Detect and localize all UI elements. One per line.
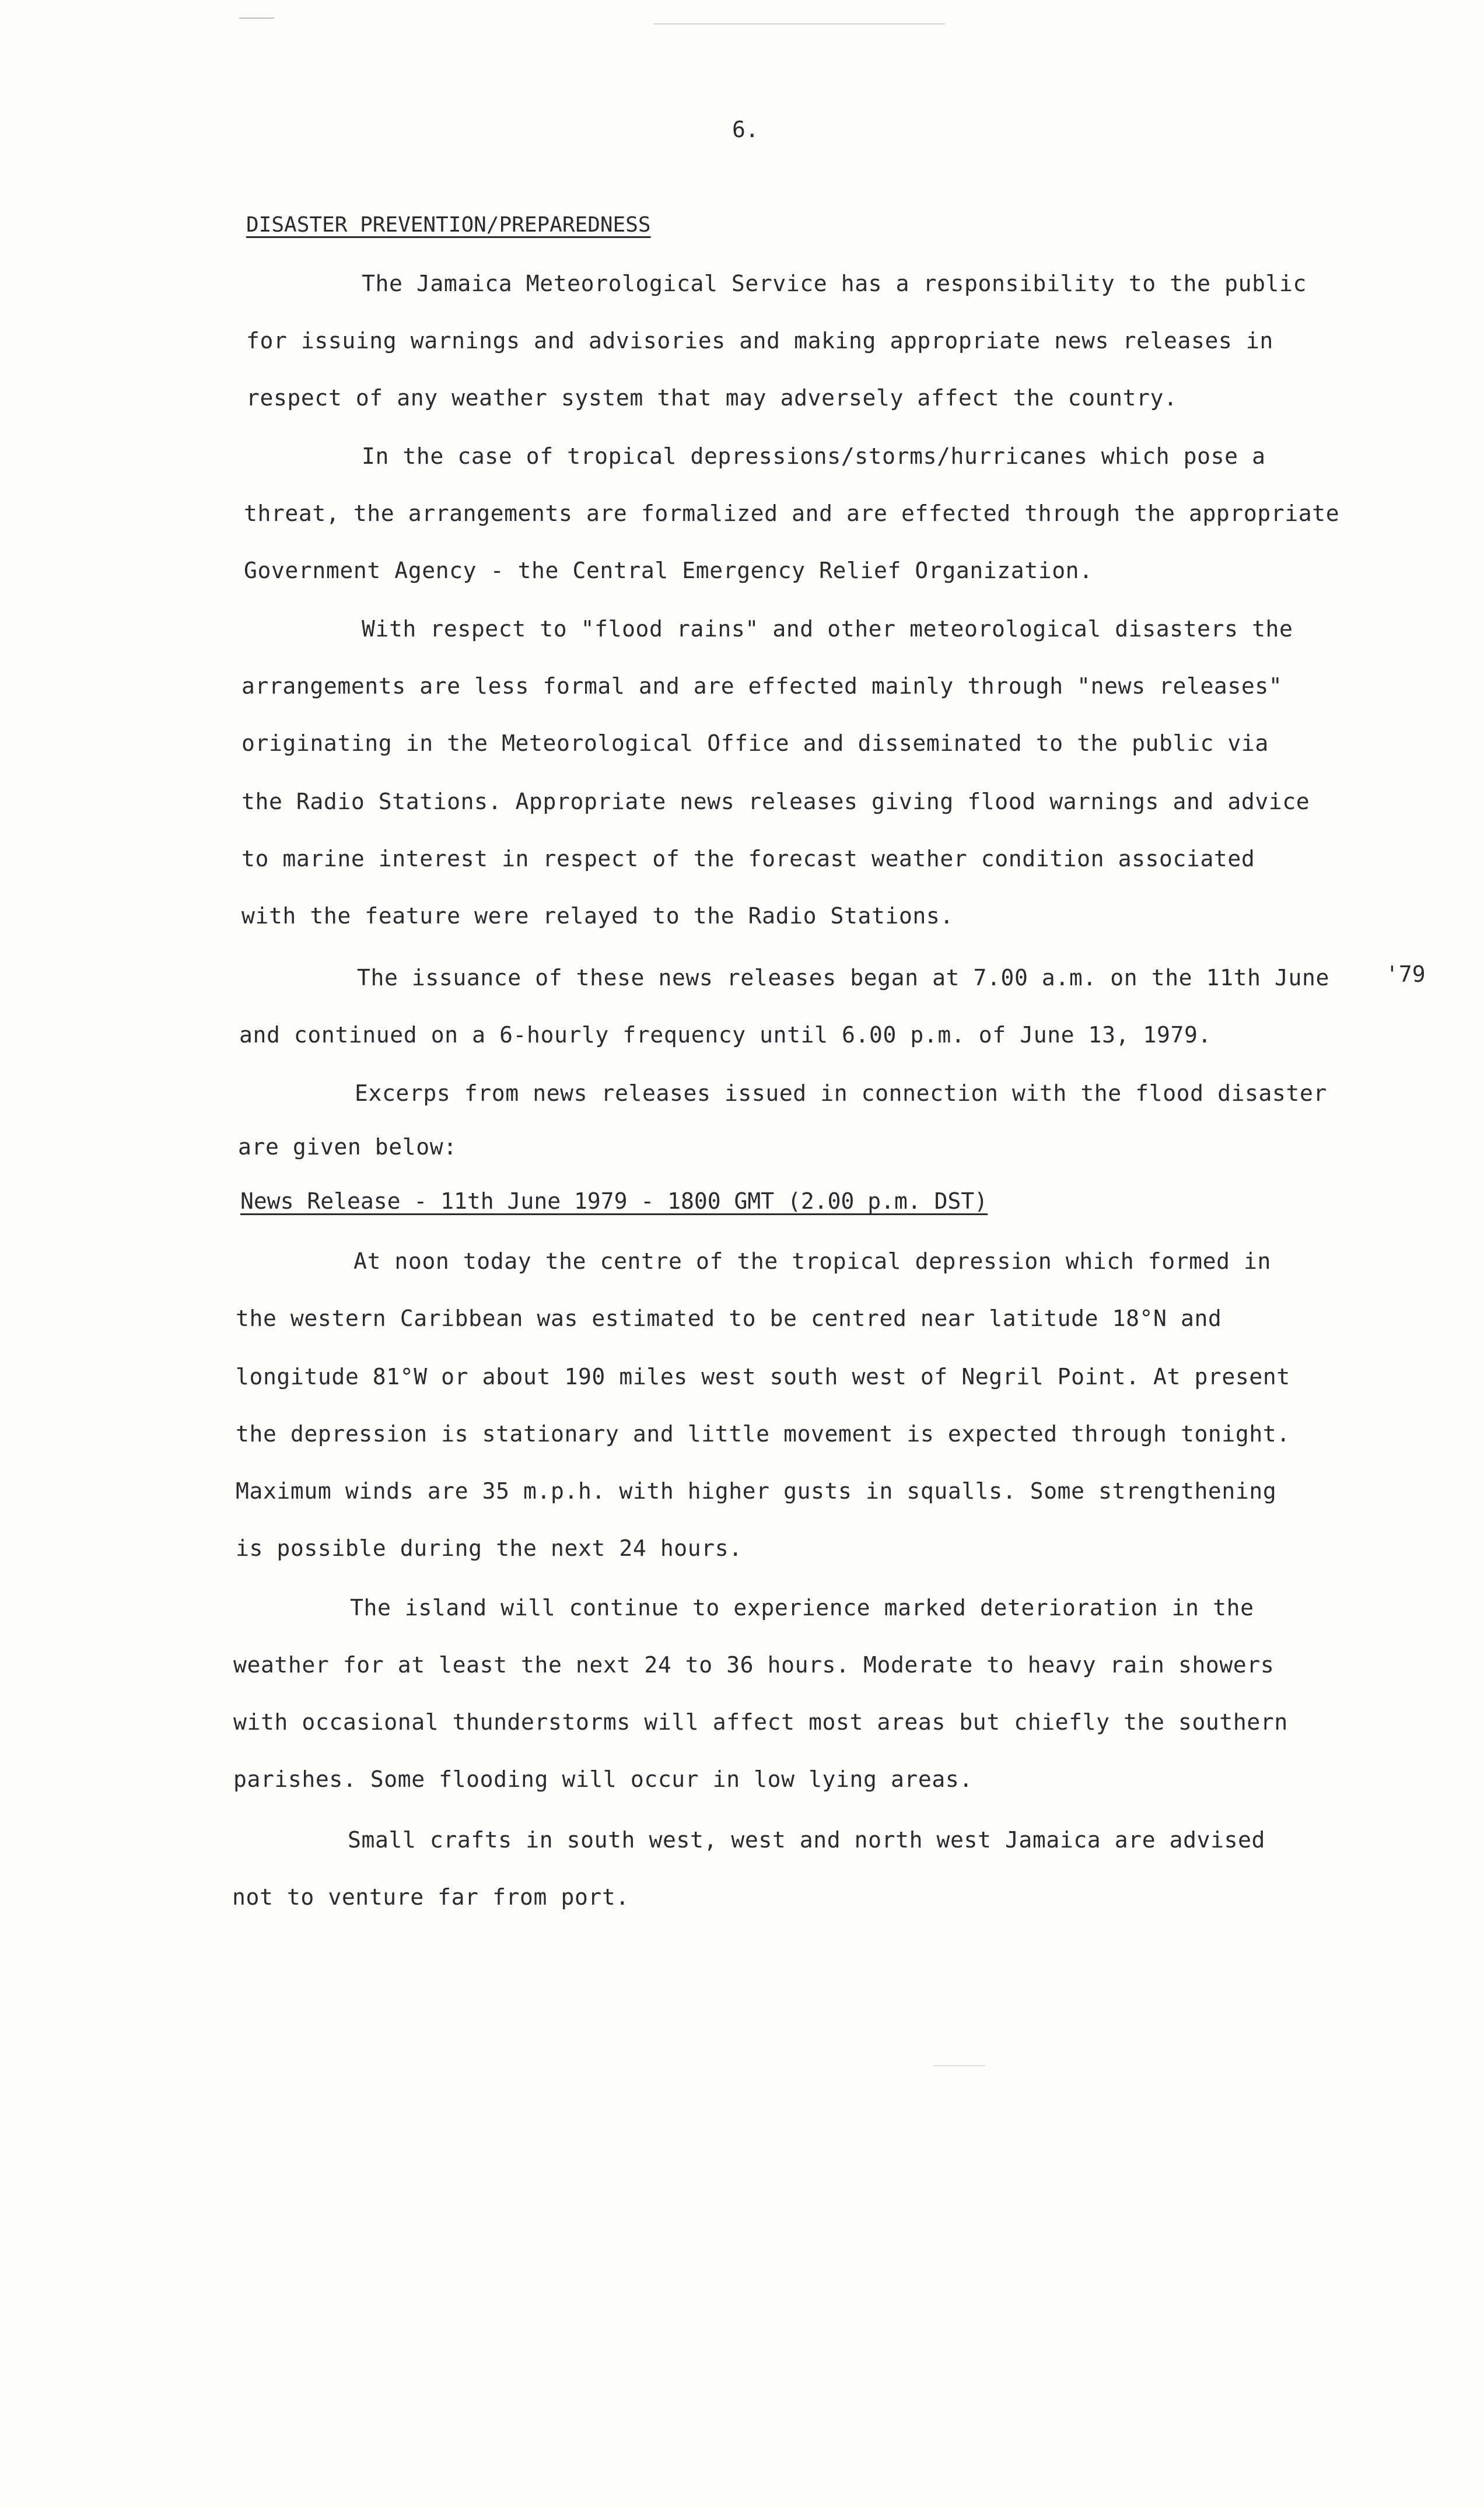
text-line: The Jamaica Meteorological Service has a responsibility to the public (362, 271, 1307, 296)
scan-artifact (239, 18, 274, 19)
text-line: and continued on a 6-hourly frequency until 6.00 p.m. of June 13, 1979. (239, 1022, 1212, 1048)
text-line: threat, the arrangements are formalized and are effected through the appropriate (244, 501, 1340, 526)
text-line: the Radio Stations. Appropriate news releases giving flood warnings and advice (242, 789, 1310, 814)
text-line: for issuing warnings and advisories and making appropriate news releases in (246, 328, 1273, 354)
margin-note: '79 (1385, 961, 1426, 987)
text-line: the depression is stationary and little movement is expected through tonight. (236, 1421, 1290, 1447)
text-line: The issuance of these news releases began at 7.00 a.m. on the 11th June (357, 965, 1329, 991)
text-line: weather for at least the next 24 to 36 hours. Moderate to heavy rain showers (233, 1652, 1275, 1678)
text-line: Excerps from news releases issued in connection with the flood disaster (355, 1080, 1327, 1106)
text-line: are given below: (238, 1134, 457, 1160)
text-line: arrangements are less formal and are effected mainly through "news releases" (242, 673, 1283, 699)
text-line: In the case of tropical depressions/storms/hurricanes which pose a (362, 443, 1266, 469)
text-line: not to venture far from port. (232, 1884, 629, 1910)
text-line: Government Agency - the Central Emergency Relief Organization. (244, 558, 1093, 583)
text-line: The island will continue to experience marked deterioration in the (350, 1595, 1254, 1621)
text-line: At noon today the centre of the tropical depression which formed in (354, 1248, 1272, 1274)
text-line: with occasional thunderstorms will affect most areas but chiefly the southern (233, 1709, 1288, 1735)
text-line: is possible during the next 24 hours. (236, 1535, 743, 1561)
scan-artifact (653, 23, 945, 25)
text-line: parishes. Some flooding will occur in low lying areas. (233, 1766, 973, 1792)
page-number: 6. (732, 117, 759, 142)
text-line: the western Caribbean was estimated to be centred near latitude 18°N and (236, 1306, 1222, 1331)
text-line: respect of any weather system that may adversely affect the country. (246, 385, 1178, 411)
text-line: originating in the Meteorological Office and disseminated to the public via (242, 730, 1269, 756)
text-line: Small crafts in south west, west and north west Jamaica are advised (348, 1827, 1266, 1853)
text-line: Maximum winds are 35 m.p.h. with higher gusts in squalls. Some strengthening (236, 1478, 1277, 1504)
text-line: with the feature were relayed to the Radio Stations. (242, 903, 954, 929)
text-line: to marine interest in respect of the forecast weather condition associated (242, 846, 1255, 872)
news-release-heading: News Release - 11th June 1979 - 1800 GMT (2.00 p.m. DST) (240, 1188, 988, 1214)
text-line: longitude 81°W or about 190 miles west south west of Negril Point. At present (236, 1364, 1290, 1390)
section-heading: DISASTER PREVENTION/PREPAREDNESS (246, 213, 651, 237)
text-line: With respect to "flood rains" and other meteorological disasters the (362, 616, 1293, 642)
scan-artifact (933, 2065, 986, 2066)
